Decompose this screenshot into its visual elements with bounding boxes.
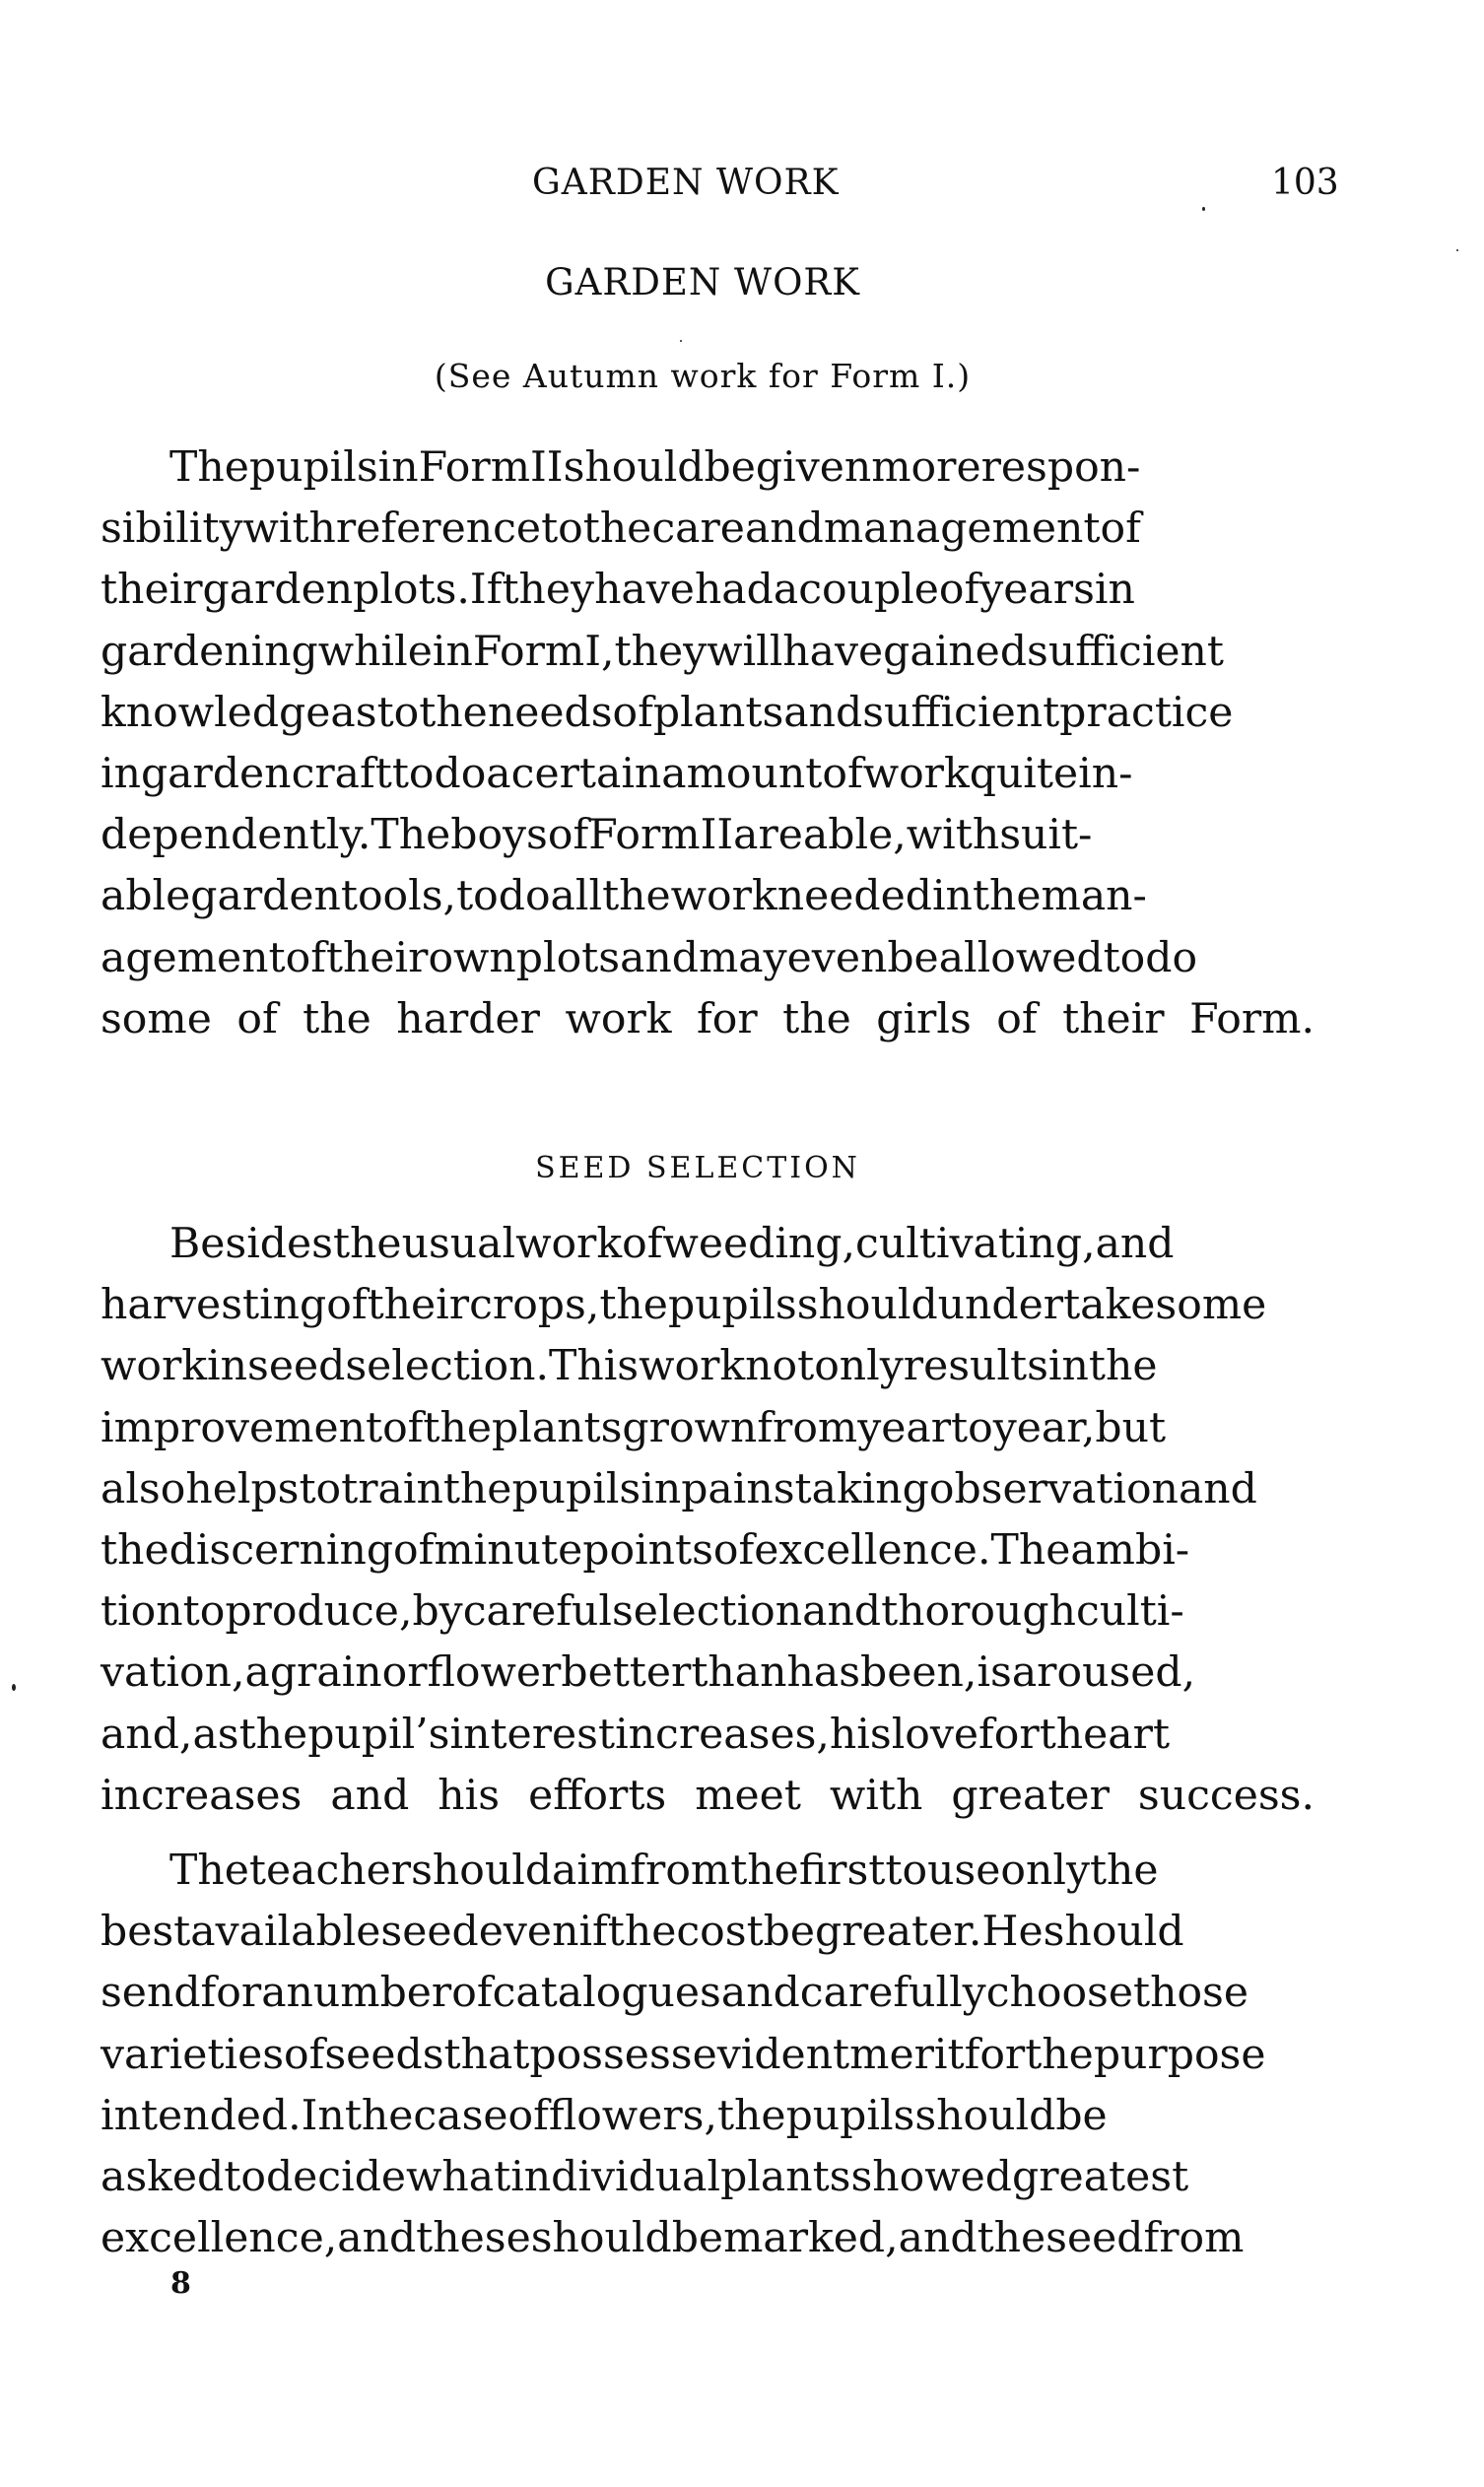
text-line	[101, 1841, 1315, 1902]
word: knowledge	[101, 688, 331, 737]
word: aim	[552, 1847, 631, 1895]
word: vation,	[101, 1648, 245, 1698]
word: The	[990, 1525, 1071, 1575]
word: should	[796, 1281, 938, 1330]
paragraph-3	[101, 1841, 1315, 2269]
word: points	[582, 1525, 713, 1575]
word: and	[783, 688, 863, 737]
word: even	[786, 933, 888, 982]
word: flowers,	[548, 2091, 717, 2140]
text-line	[101, 437, 1315, 499]
word: boys	[450, 811, 548, 860]
word: a	[244, 1648, 270, 1698]
word: by	[412, 1587, 463, 1637]
word: sibility	[101, 504, 243, 554]
word: these	[416, 2214, 531, 2263]
word: plants	[720, 2152, 851, 2201]
word: able	[101, 872, 191, 921]
word: The	[169, 443, 249, 492]
word: If	[469, 566, 503, 615]
word: evident	[692, 2030, 850, 2079]
word: of	[547, 811, 589, 860]
word: their	[367, 1281, 470, 1330]
word: of	[284, 2030, 325, 2079]
text-line	[101, 1963, 1315, 2024]
chapter-title: GARDEN WORK	[545, 261, 860, 303]
word: catalogues	[492, 1969, 721, 2018]
word: and	[898, 2214, 978, 2263]
text-line	[101, 744, 1315, 805]
word: pupils	[511, 1464, 641, 1513]
word: use	[927, 1847, 1001, 1895]
word: seeds	[324, 2030, 444, 2079]
word: of	[451, 1969, 493, 2018]
word: seed	[380, 1908, 479, 1957]
word: dependently.	[101, 811, 371, 860]
word: The	[371, 811, 451, 860]
word: should	[530, 2214, 672, 2263]
word: they	[614, 627, 708, 676]
word: be	[887, 933, 939, 982]
word: also	[101, 1464, 186, 1513]
word: work	[639, 1342, 746, 1391]
word: the	[1088, 1342, 1158, 1391]
word: have	[782, 627, 884, 676]
word: teacher	[248, 1847, 412, 1895]
word: if	[578, 1908, 608, 1957]
word: love	[891, 1710, 979, 1759]
word: in	[101, 749, 141, 798]
word: for	[964, 2030, 1026, 2079]
word: able,	[802, 811, 907, 860]
word: in	[1094, 566, 1135, 615]
word: should	[1043, 1908, 1184, 1957]
word: marked,	[723, 2214, 899, 2263]
word: to	[951, 1403, 993, 1452]
word: the	[332, 1220, 402, 1268]
word: and	[1178, 1464, 1257, 1513]
word: suit-	[999, 811, 1093, 860]
word: flower	[427, 1648, 562, 1698]
word: results	[903, 1342, 1048, 1391]
print-speck	[12, 1684, 16, 1691]
word: I,	[584, 627, 615, 676]
word: observation	[928, 1464, 1179, 1513]
paragraph-2	[101, 1214, 1315, 1827]
word: work	[862, 749, 970, 798]
word: is	[977, 1648, 1012, 1698]
text-line	[101, 683, 1315, 744]
word: art	[1108, 1710, 1171, 1759]
word: of	[822, 749, 863, 798]
word: garden	[190, 872, 341, 921]
word: only	[814, 1342, 904, 1391]
word: pupils	[785, 2091, 915, 2140]
word: Form	[418, 443, 530, 492]
word: of	[285, 933, 326, 982]
text-line: increases and his efforts meet with greater success.	[101, 1771, 1315, 1820]
word: varieties	[101, 2030, 285, 2079]
word: train	[341, 1464, 443, 1513]
word: seed	[247, 1342, 346, 1391]
word: of	[622, 1220, 663, 1268]
word: in	[641, 1464, 682, 1513]
word: may	[699, 933, 787, 982]
word: work	[670, 872, 777, 921]
word: their	[325, 933, 429, 982]
word: certain	[510, 749, 662, 798]
word: the	[238, 1710, 308, 1759]
word: but	[1095, 1403, 1167, 1452]
word: excellence,	[101, 2214, 338, 2263]
word: cost	[676, 1908, 764, 1957]
word: the	[1089, 1847, 1159, 1895]
word: decide	[265, 2152, 407, 2201]
word: the	[442, 1464, 512, 1513]
text-line	[101, 1398, 1315, 1459]
word: practice	[1059, 688, 1234, 737]
text-line	[101, 622, 1315, 683]
word: to	[1103, 933, 1146, 982]
word: number	[286, 1969, 452, 2018]
word: do	[498, 872, 551, 921]
text-line	[101, 1705, 1315, 1766]
word: gained	[883, 627, 1028, 676]
word: those	[1133, 1969, 1248, 2018]
word: with	[906, 811, 1000, 860]
text-line	[101, 499, 1315, 560]
word: harvesting	[101, 1281, 327, 1330]
word: excellence.	[754, 1525, 991, 1575]
word: painstaking	[681, 1464, 929, 1513]
word: given	[755, 443, 872, 492]
word: and	[620, 933, 699, 982]
word: years	[979, 566, 1095, 615]
word: intended.	[101, 2091, 302, 2140]
word: first	[798, 1847, 886, 1895]
word: to	[541, 504, 583, 554]
word: choose	[985, 1969, 1133, 2018]
word: crops,	[469, 1281, 600, 1330]
word: reference	[335, 504, 542, 554]
word: individual	[510, 2152, 721, 2201]
word: should	[563, 443, 705, 492]
word: culti-	[1075, 1587, 1184, 1637]
word: some	[1155, 1281, 1267, 1330]
word: case	[413, 2091, 508, 2140]
word: weeding,	[662, 1220, 856, 1268]
word: purpose	[1093, 2030, 1266, 2079]
word: asked	[101, 2152, 225, 2201]
word: increases,	[615, 1710, 830, 1759]
word: and	[802, 1587, 882, 1637]
word: showed	[850, 2152, 1013, 2201]
word: seed	[1046, 2214, 1144, 2263]
word: for	[978, 1710, 1040, 1759]
text-line	[101, 1459, 1315, 1520]
word: be	[704, 443, 756, 492]
text-line: some of the harder work for the girls of their Form.	[101, 994, 1315, 1043]
word: best	[101, 1908, 191, 1957]
word: in	[207, 1342, 248, 1391]
word: allowed	[938, 933, 1104, 982]
text-line	[101, 866, 1315, 927]
word: more	[871, 443, 981, 492]
text-line	[101, 805, 1315, 866]
word: work	[101, 1342, 208, 1391]
word: ambi-	[1070, 1525, 1190, 1575]
word: improvement	[101, 1403, 383, 1452]
word: only	[1000, 1847, 1090, 1895]
word: to	[391, 749, 435, 798]
word: aroused,	[1011, 1648, 1196, 1698]
word: and	[744, 504, 824, 554]
word: undertake	[937, 1281, 1156, 1330]
word: the	[730, 1847, 799, 1895]
word: selection.	[345, 1342, 549, 1391]
word: to	[299, 1464, 342, 1513]
word: tion	[101, 1587, 183, 1637]
word: be	[1055, 2091, 1108, 2140]
word: minute	[434, 1525, 583, 1575]
word: needed	[776, 872, 932, 921]
word: of	[382, 1403, 424, 1452]
running-head	[0, 163, 1484, 212]
word: craft	[291, 749, 392, 798]
word: the	[602, 872, 671, 921]
section-heading: SEED SELECTION	[535, 1151, 860, 1185]
running-head-title: GARDEN WORK	[532, 163, 840, 203]
word: better	[561, 1648, 692, 1698]
word: to	[376, 688, 420, 737]
word: agement	[101, 933, 286, 982]
word: as	[330, 688, 377, 737]
word: of	[507, 2091, 549, 2140]
word: to	[885, 1847, 928, 1895]
word: interest	[449, 1710, 616, 1759]
word: from	[757, 1403, 858, 1452]
word: of	[612, 688, 653, 737]
word: quite	[969, 749, 1079, 798]
word: plants	[492, 1403, 623, 1452]
word: in	[377, 443, 419, 492]
word: with	[242, 504, 336, 554]
word: be	[671, 2214, 724, 2263]
word: the	[972, 872, 1042, 921]
word: from	[1143, 2214, 1245, 2263]
word: grain	[269, 1648, 382, 1698]
word: the	[1025, 2030, 1094, 2079]
word: that	[443, 2030, 530, 2079]
word: The	[169, 1847, 249, 1895]
word: available	[190, 1908, 381, 1957]
word: In	[301, 2091, 345, 2140]
word: sufficient	[1027, 627, 1225, 676]
signature-mark: 8	[170, 2266, 191, 2301]
text-line	[101, 1520, 1315, 1581]
word: Besides	[169, 1220, 333, 1268]
text-line	[101, 1902, 1315, 1963]
print-speck	[680, 340, 682, 342]
word: the	[344, 2091, 414, 2140]
word: while	[317, 627, 433, 676]
word: possess	[529, 2030, 693, 2079]
word: helps	[185, 1464, 300, 1513]
word: be	[763, 1908, 816, 1957]
word: the	[419, 688, 488, 737]
word: grown	[622, 1403, 758, 1452]
word: or	[381, 1648, 428, 1698]
word: sufficient	[862, 688, 1060, 737]
word: plots	[515, 933, 621, 982]
word: the	[716, 2091, 786, 2140]
text-line	[101, 560, 1315, 621]
word: He	[981, 1908, 1044, 1957]
word: had	[694, 566, 774, 615]
word: of	[326, 1281, 368, 1330]
word: even	[478, 1908, 579, 1957]
word: in	[1047, 1342, 1089, 1391]
word: care	[651, 504, 745, 554]
word: all	[550, 872, 603, 921]
word: plots.	[353, 566, 470, 615]
text-line	[101, 2086, 1315, 2147]
word: selection	[612, 1587, 803, 1637]
word: cultivating,	[855, 1220, 1096, 1268]
word: been,	[860, 1648, 978, 1698]
word: not	[745, 1342, 815, 1391]
text-line	[101, 1275, 1315, 1336]
word: amount	[661, 749, 823, 798]
word: has	[786, 1648, 861, 1698]
word: gardening	[101, 627, 318, 676]
word: This	[549, 1342, 640, 1391]
word: have	[594, 566, 695, 615]
word: management	[823, 504, 1101, 554]
word: a	[261, 1969, 287, 2018]
word: from	[630, 1847, 731, 1895]
word: II	[700, 811, 734, 860]
word: should	[411, 1847, 553, 1895]
word: and	[720, 1969, 800, 2018]
word: and	[337, 2214, 417, 2263]
word: pupil’s	[307, 1710, 450, 1759]
word: what	[406, 2152, 511, 2201]
text-line	[101, 928, 1315, 989]
word: should	[914, 2091, 1056, 2140]
print-speck	[1202, 207, 1205, 211]
word: their	[101, 566, 203, 615]
word: pupils	[248, 443, 378, 492]
word: own	[428, 933, 516, 982]
word: couple	[798, 566, 939, 615]
word: year	[857, 1403, 952, 1452]
word: send	[101, 1969, 201, 2018]
word: Form	[472, 627, 585, 676]
word: and	[1095, 1220, 1175, 1268]
text-line	[101, 2208, 1315, 2269]
word: the	[977, 2214, 1046, 2263]
text-line	[101, 1336, 1315, 1397]
word: II	[530, 443, 564, 492]
word: for	[200, 1969, 262, 2018]
word: produce,	[225, 1587, 413, 1637]
word: of	[938, 566, 980, 615]
text-line	[101, 2025, 1315, 2086]
word: greater.	[815, 1908, 982, 1957]
word: than	[691, 1648, 787, 1698]
word: as	[192, 1710, 239, 1759]
print-speck	[1456, 249, 1458, 251]
text-line	[101, 2147, 1315, 2208]
chapter-subtitle: (See Autumn work for Form I.)	[434, 357, 972, 395]
page-number: 103	[1271, 163, 1339, 203]
word: Form	[588, 811, 701, 860]
word: garden	[202, 566, 354, 615]
word: tools,	[340, 872, 457, 921]
text-line	[101, 1643, 1315, 1704]
word: in-	[1078, 749, 1133, 798]
word: merit	[849, 2030, 965, 2079]
word: greatest	[1012, 2152, 1189, 2201]
word: the	[582, 504, 652, 554]
word: do	[1145, 933, 1198, 982]
word: to	[456, 872, 499, 921]
word: to	[224, 2152, 266, 2201]
paragraph-1	[101, 437, 1315, 1050]
text-line	[101, 1581, 1315, 1643]
word: in	[432, 627, 473, 676]
word: usual	[401, 1220, 516, 1268]
word: the	[423, 1403, 493, 1452]
word: the	[101, 1525, 169, 1575]
word: of	[393, 1525, 435, 1575]
word: plants	[652, 688, 784, 737]
word: the	[607, 1908, 677, 1957]
word: pupils	[667, 1281, 797, 1330]
text-line	[101, 1214, 1315, 1275]
word: year,	[992, 1403, 1096, 1452]
word: respon-	[980, 443, 1141, 492]
word: the	[599, 1281, 668, 1330]
word: careful	[462, 1587, 612, 1637]
word: of	[712, 1525, 755, 1575]
word: in	[931, 872, 973, 921]
word: they	[502, 566, 595, 615]
word: and,	[101, 1710, 193, 1759]
word: his	[829, 1710, 892, 1759]
word: of	[1100, 504, 1141, 554]
word: a	[773, 566, 799, 615]
word: the	[1039, 1710, 1109, 1759]
word: needs	[487, 688, 613, 737]
word: work	[515, 1220, 623, 1268]
word: a	[486, 749, 511, 798]
word: garden	[140, 749, 292, 798]
word: will	[707, 627, 783, 676]
word: discerning	[169, 1525, 394, 1575]
word: carefully	[799, 1969, 986, 2018]
word: thorough	[881, 1587, 1076, 1637]
word: man-	[1041, 872, 1147, 921]
word: do	[434, 749, 487, 798]
word: to	[182, 1587, 226, 1637]
word: are	[733, 811, 803, 860]
